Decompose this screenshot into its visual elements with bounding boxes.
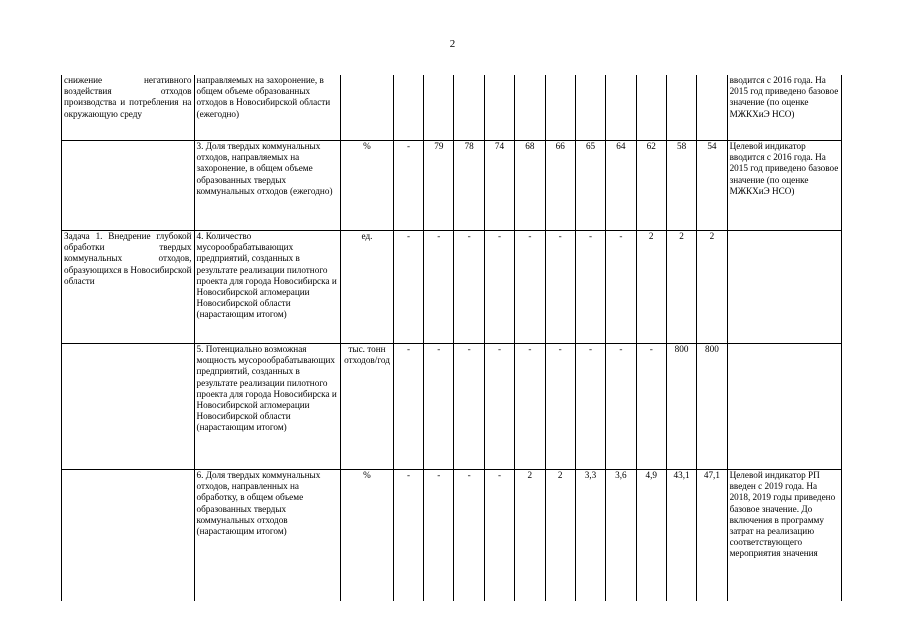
unit-cell [341, 75, 394, 141]
value-cell: - [484, 344, 514, 470]
indicators-table [61, 75, 842, 601]
value-cell: 79 [424, 141, 454, 231]
value-cell: 58 [666, 141, 696, 231]
value-cell: 43,1 [666, 470, 696, 602]
value-cell [697, 75, 727, 141]
note-cell: вводится с 2016 года. На 2015 год приведено базовое значение (по оценке МЖКХиЭ НСО) [727, 75, 841, 141]
indicator-cell: 4. Количество мусорообрабатывающих предприятий, созданных в результате реализации пилотного проекта для города Новосибирска и Новосибирской агломерации Новосибирской области (нарастающим итогом) [194, 231, 341, 344]
task-text: снижение негативного воздействия отходов производства и потребления на окружающую среду [64, 75, 192, 119]
value-cell: 68 [515, 141, 545, 231]
value-cell [424, 75, 454, 141]
value-cell [575, 75, 605, 141]
value-cell: - [424, 231, 454, 344]
indicator-cell: 5. Потенциально возможная мощность мусорообрабатывающих предприятий, созданных в результате реализации пилотного проекта для города Новосибирска и Новосибирской агломерации Новосибирской области (нарастающим итогом) [194, 344, 341, 470]
value-cell: - [545, 344, 575, 470]
value-cell: - [393, 470, 423, 602]
value-cell: - [454, 231, 484, 344]
value-cell [393, 75, 423, 141]
indicator-cell: направляемых на захоронение, в общем объеме образованных отходов в Новосибирской области (ежегодно) [194, 75, 341, 141]
task-cell [62, 75, 195, 141]
value-cell: 65 [575, 141, 605, 231]
note-cell [727, 344, 841, 470]
value-cell: 2 [666, 231, 696, 344]
value-cell [454, 75, 484, 141]
task-cell [62, 141, 195, 231]
value-cell: 2 [697, 231, 727, 344]
value-cell: 62 [636, 141, 666, 231]
value-cell: 66 [545, 141, 575, 231]
value-cell: 2 [636, 231, 666, 344]
table-row [62, 231, 842, 344]
task-text: Задача 1. Внедрение глубокой обработки твердых коммунальных отходов, образующихся в Новосибирской области [64, 231, 192, 286]
value-cell: - [636, 344, 666, 470]
unit-cell: тыс. тонн отходов/год [341, 344, 394, 470]
value-cell [515, 75, 545, 141]
value-cell: 54 [697, 141, 727, 231]
value-cell: - [454, 470, 484, 602]
value-cell [606, 75, 636, 141]
note-cell [727, 231, 841, 344]
value-cell: - [393, 141, 423, 231]
value-cell: - [545, 231, 575, 344]
note-cell: Целевой индикатор вводится с 2016 года. На 2015 год приведено базовое значение (по оценке МЖКХиЭ НСО) [727, 141, 841, 231]
value-cell: 800 [666, 344, 696, 470]
task-cell [62, 470, 195, 602]
value-cell: 78 [454, 141, 484, 231]
value-cell [484, 75, 514, 141]
unit-cell: % [341, 470, 394, 602]
note-cell: Целевой индикатор РП введен с 2019 года. На 2018, 2019 годы приведено базовое значение. До включения в программу затрат на реализацию соответствующего мероприятия значения [727, 470, 841, 602]
task-cell [62, 344, 195, 470]
unit-cell: % [341, 141, 394, 231]
value-cell: - [606, 231, 636, 344]
value-cell: - [484, 470, 514, 602]
page-number: 2 [449, 38, 456, 50]
value-cell: 4,9 [636, 470, 666, 602]
value-cell: - [515, 231, 545, 344]
value-cell: - [575, 344, 605, 470]
value-cell: 47,1 [697, 470, 727, 602]
value-cell: 3,6 [606, 470, 636, 602]
task-cell [62, 231, 195, 344]
value-cell: 64 [606, 141, 636, 231]
value-cell: 2 [515, 470, 545, 602]
value-cell: - [606, 344, 636, 470]
value-cell: 800 [697, 344, 727, 470]
value-cell: 2 [545, 470, 575, 602]
value-cell: 74 [484, 141, 514, 231]
value-cell: - [515, 344, 545, 470]
indicator-cell: 3. Доля твердых коммунальных отходов, направляемых на захоронение, в общем объеме образованных твердых коммунальных отходов (ежегодно) [194, 141, 341, 231]
table-row [62, 75, 842, 141]
value-cell [545, 75, 575, 141]
table-row [62, 141, 842, 231]
unit-cell: ед. [341, 231, 394, 344]
value-cell [636, 75, 666, 141]
value-cell [666, 75, 696, 141]
value-cell: - [424, 344, 454, 470]
value-cell: 3,3 [575, 470, 605, 602]
table-row [62, 470, 842, 602]
value-cell: - [575, 231, 605, 344]
table-row [62, 344, 842, 470]
value-cell: - [454, 344, 484, 470]
value-cell: - [424, 470, 454, 602]
value-cell: - [393, 344, 423, 470]
value-cell: - [393, 231, 423, 344]
indicator-cell: 6. Доля твердых коммунальных отходов, направленных на обработку, в общем объеме образованных твердых коммунальных отходов (нарастающим итогом) [194, 470, 341, 602]
value-cell: - [484, 231, 514, 344]
